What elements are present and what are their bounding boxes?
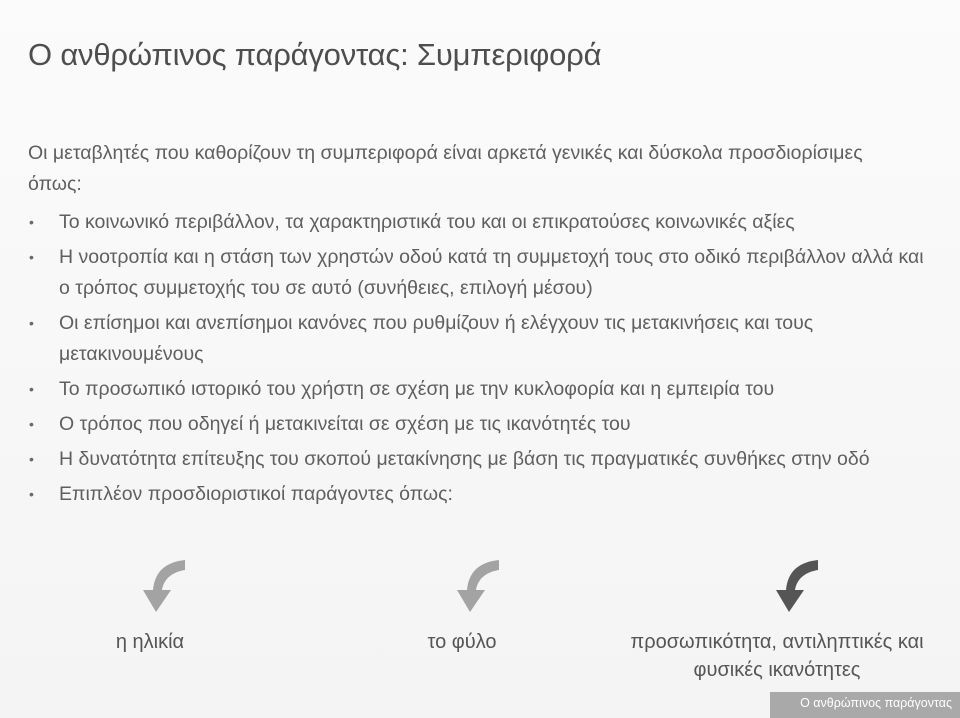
factor-gender: το φύλο [427, 631, 497, 653]
bullet-text: Το προσωπικό ιστορικό του χρήστη σε σχέση με την κυκλοφορία και η εμπειρία του [59, 378, 775, 400]
bullet-text: Το κοινωνικό περιβάλλον, τα χαρακτηριστικά του και οι επικρατούσες κοινωνικές αξίες [59, 211, 795, 233]
intro-paragraph: Οι μεταβλητές που καθορίζουν τη συμπεριφορά είναι αρκετά γενικές και δύσκολα προσδιορίσιμες όπως: [28, 142, 863, 195]
bullet-dot: • [29, 214, 34, 230]
bullet-list [28, 207, 938, 514]
factor-age: η ηλικία [115, 631, 185, 653]
curved-arrow-icon [447, 556, 503, 616]
slide-title: Ο ανθρώπινος παράγοντας: Συμπεριφορά [28, 37, 602, 72]
bullet-dot: • [29, 249, 34, 265]
bullet-item [28, 479, 938, 510]
bullet-item [28, 308, 938, 370]
bullet-dot: • [29, 416, 34, 432]
bullet-dot: • [29, 381, 34, 397]
bullet-dot: • [29, 486, 34, 502]
bullet-item [28, 374, 938, 405]
bullet-item [28, 409, 938, 440]
footer-bar [770, 692, 960, 718]
footer-label: Ο ανθρώπινος παράγοντας [800, 696, 952, 710]
bullet-text: Η δυνατότητα επίτευξης του σκοπού μετακίνησης με βάση τις πραγματικές συνθήκες στην οδό [59, 448, 870, 470]
bullet-dot: • [29, 451, 34, 467]
bullet-item [28, 207, 938, 238]
bullet-text: Επιπλέον προσδιοριστικοί παράγοντες όπως: [59, 483, 453, 505]
curved-arrow-icon [766, 556, 822, 616]
bullet-text: Οι επίσημοι και ανεπίσημοι κανόνες που ρυθμίζουν ή ελέγχουν τις μετακινήσεις και τους μετακινουμένους [59, 312, 814, 365]
bullet-text: Ο τρόπος που οδηγεί ή μετακινείται σε σχέση με τις ικανότητές του [59, 413, 631, 435]
factor-personality: προσωπικότητα, αντιληπτικές και φυσικές ικανότητες [630, 631, 924, 681]
bullet-item [28, 242, 938, 304]
bullet-item [28, 444, 938, 475]
bullet-text: Η νοοτροπία και η στάση των χρηστών οδού κατά τη συμμετοχή τους στο οδικό περιβάλλον αλλά και ο τρόπος συμμετοχής του σε αυτό (συνήθειες, επιλογή μέσου) [59, 246, 924, 299]
curved-arrow-icon [133, 556, 189, 616]
bullet-dot: • [29, 315, 34, 331]
